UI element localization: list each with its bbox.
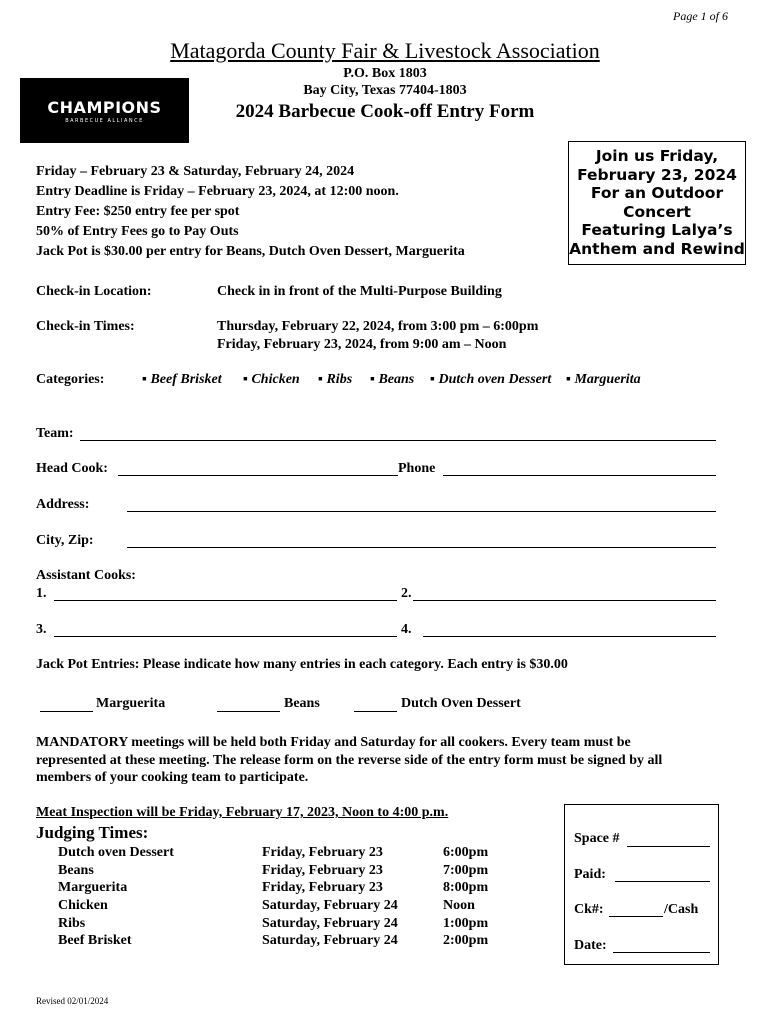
- team-input[interactable]: [80, 440, 716, 441]
- concert-line: Join us Friday,: [595, 147, 719, 165]
- judging-category: Marguerita: [58, 880, 128, 895]
- head-cook-input[interactable]: [118, 475, 398, 476]
- judging-time: 2:00pm: [443, 933, 489, 948]
- assistant-2-label: 2.: [401, 586, 412, 601]
- jackpot-dutch-label: Dutch Oven Dessert: [401, 696, 521, 711]
- form-title: 2024 Barbecue Cook-off Entry Form: [235, 101, 535, 122]
- category-beef-brisket: ▪ Beef Brisket: [142, 372, 222, 387]
- revised-date: Revised 02/01/2024: [36, 996, 109, 1006]
- judging-day: Friday, February 23: [262, 845, 383, 860]
- judging-category: Beans: [58, 863, 94, 878]
- paid-input[interactable]: [615, 881, 710, 882]
- concert-line: Featuring Lalya’s: [581, 221, 733, 239]
- address-label: Address:: [36, 497, 90, 512]
- judging-time: 6:00pm: [443, 845, 489, 860]
- judging-title: Judging Times:: [36, 823, 149, 842]
- check-label: Ck#:: [574, 902, 604, 917]
- meat-inspection: Meat Inspection will be Friday, February 17, 2023, Noon to 4:00 p.m.: [36, 805, 449, 820]
- judging-category: Chicken: [58, 898, 108, 913]
- jackpot-info: Jack Pot is $30.00 per entry for Beans, Dutch Oven Dessert, Marguerita: [36, 244, 465, 259]
- checkin-time-1: Thursday, February 22, 2024, from 3:00 pm – 6:00pm: [217, 319, 539, 334]
- judging-category: Ribs: [58, 916, 86, 931]
- jackpot-marguerita-input[interactable]: [40, 711, 93, 712]
- concert-line: Anthem and Rewind: [569, 239, 745, 258]
- assistant-1-input[interactable]: [54, 600, 397, 601]
- address-line-1: P.O. Box 1803: [343, 66, 427, 81]
- jackpot-marguerita-label: Marguerita: [96, 696, 166, 711]
- assistant-3-input[interactable]: [54, 636, 397, 637]
- date-label: Date:: [574, 938, 607, 953]
- concert-announcement: [568, 141, 746, 265]
- judging-category: Beef Brisket: [58, 933, 132, 948]
- address-line-2: Bay City, Texas 77404-1803: [303, 83, 467, 98]
- org-title: Matagorda County Fair & Livestock Association: [170, 38, 600, 63]
- entry-deadline: Entry Deadline is Friday – February 23, 2024, at 12:00 noon.: [36, 184, 399, 199]
- category-ribs: ▪ Ribs: [318, 372, 353, 387]
- page-number: Page 1 of 6: [673, 9, 728, 23]
- checkin-location-value: Check in in front of the Multi-Purpose Building: [217, 284, 502, 299]
- phone-input[interactable]: [443, 475, 716, 476]
- team-label: Team:: [36, 426, 74, 441]
- space-input[interactable]: [627, 846, 710, 847]
- concert-line: For an Outdoor: [590, 184, 724, 202]
- jackpot-beans-label: Beans: [284, 696, 320, 711]
- entry-fee: Entry Fee: $250 entry fee per spot: [36, 204, 240, 219]
- assistant-4-input[interactable]: [423, 636, 716, 637]
- cash-label: /Cash: [664, 902, 699, 917]
- space-label: Space #: [574, 831, 620, 846]
- assistant-cooks-label: Assistant Cooks:: [36, 568, 136, 583]
- judging-day: Friday, February 23: [262, 863, 383, 878]
- assistant-1-label: 1.: [36, 586, 47, 601]
- assistant-4-label: 4.: [401, 622, 412, 637]
- date-input[interactable]: [613, 952, 710, 953]
- checkin-times-label: Check-in Times:: [36, 319, 135, 334]
- city-zip-input[interactable]: [127, 547, 716, 548]
- paid-label: Paid:: [574, 867, 606, 882]
- mandatory-line-1: MANDATORY meetings will be held both Friday and Saturday for all cookers. Every team must be: [36, 735, 631, 750]
- judging-time: 1:00pm: [443, 916, 489, 931]
- jackpot-beans-input[interactable]: [217, 711, 280, 712]
- address-input[interactable]: [127, 511, 716, 512]
- event-dates: Friday – February 23 & Saturday, February 24, 2024: [36, 164, 355, 179]
- assistant-2-input[interactable]: [413, 600, 716, 601]
- category-marguerita: ▪ Marguerita: [566, 372, 641, 387]
- checkin-time-2: Friday, February 23, 2024, from 9:00 am – Noon: [217, 337, 507, 352]
- judging-day: Friday, February 23: [262, 880, 383, 895]
- payouts: 50% of Entry Fees go to Pay Outs: [36, 224, 239, 239]
- judging-day: Saturday, February 24: [262, 916, 398, 931]
- categories-label: Categories:: [36, 372, 105, 387]
- assistant-3-label: 3.: [36, 622, 47, 637]
- checkin-location-label: Check-in Location:: [36, 284, 152, 299]
- concert-line: Concert: [623, 202, 691, 221]
- judging-day: Saturday, February 24: [262, 898, 398, 913]
- judging-time: 8:00pm: [443, 880, 489, 895]
- phone-label: Phone: [398, 461, 436, 476]
- judging-day: Saturday, February 24: [262, 933, 398, 948]
- category-dutch-oven-dessert: ▪ Dutch oven Dessert: [430, 372, 552, 387]
- jackpot-dutch-input[interactable]: [354, 711, 397, 712]
- jackpot-instructions: Jack Pot Entries: Please indicate how many entries in each category. Each entry is $30.00: [36, 657, 568, 672]
- logo-text: CHAMPIONS: [47, 97, 162, 117]
- judging-time: Noon: [443, 898, 475, 913]
- judging-time: 7:00pm: [443, 863, 489, 878]
- mandatory-line-3: members of your cooking team to participate.: [36, 770, 309, 785]
- city-zip-label: City, Zip:: [36, 533, 94, 548]
- logo-subtext: BARBECUE ALLIANCE: [65, 117, 144, 124]
- head-cook-label: Head Cook:: [36, 461, 108, 476]
- category-beans: ▪ Beans: [370, 372, 415, 387]
- mandatory-line-2: represented at these meeting. The release form on the reverse side of the entry form must be signed by all: [36, 753, 663, 768]
- check-input[interactable]: [609, 916, 663, 917]
- concert-line: February 23, 2024: [577, 165, 737, 184]
- judging-category: Dutch oven Dessert: [58, 845, 174, 860]
- category-chicken: ▪ Chicken: [243, 372, 300, 387]
